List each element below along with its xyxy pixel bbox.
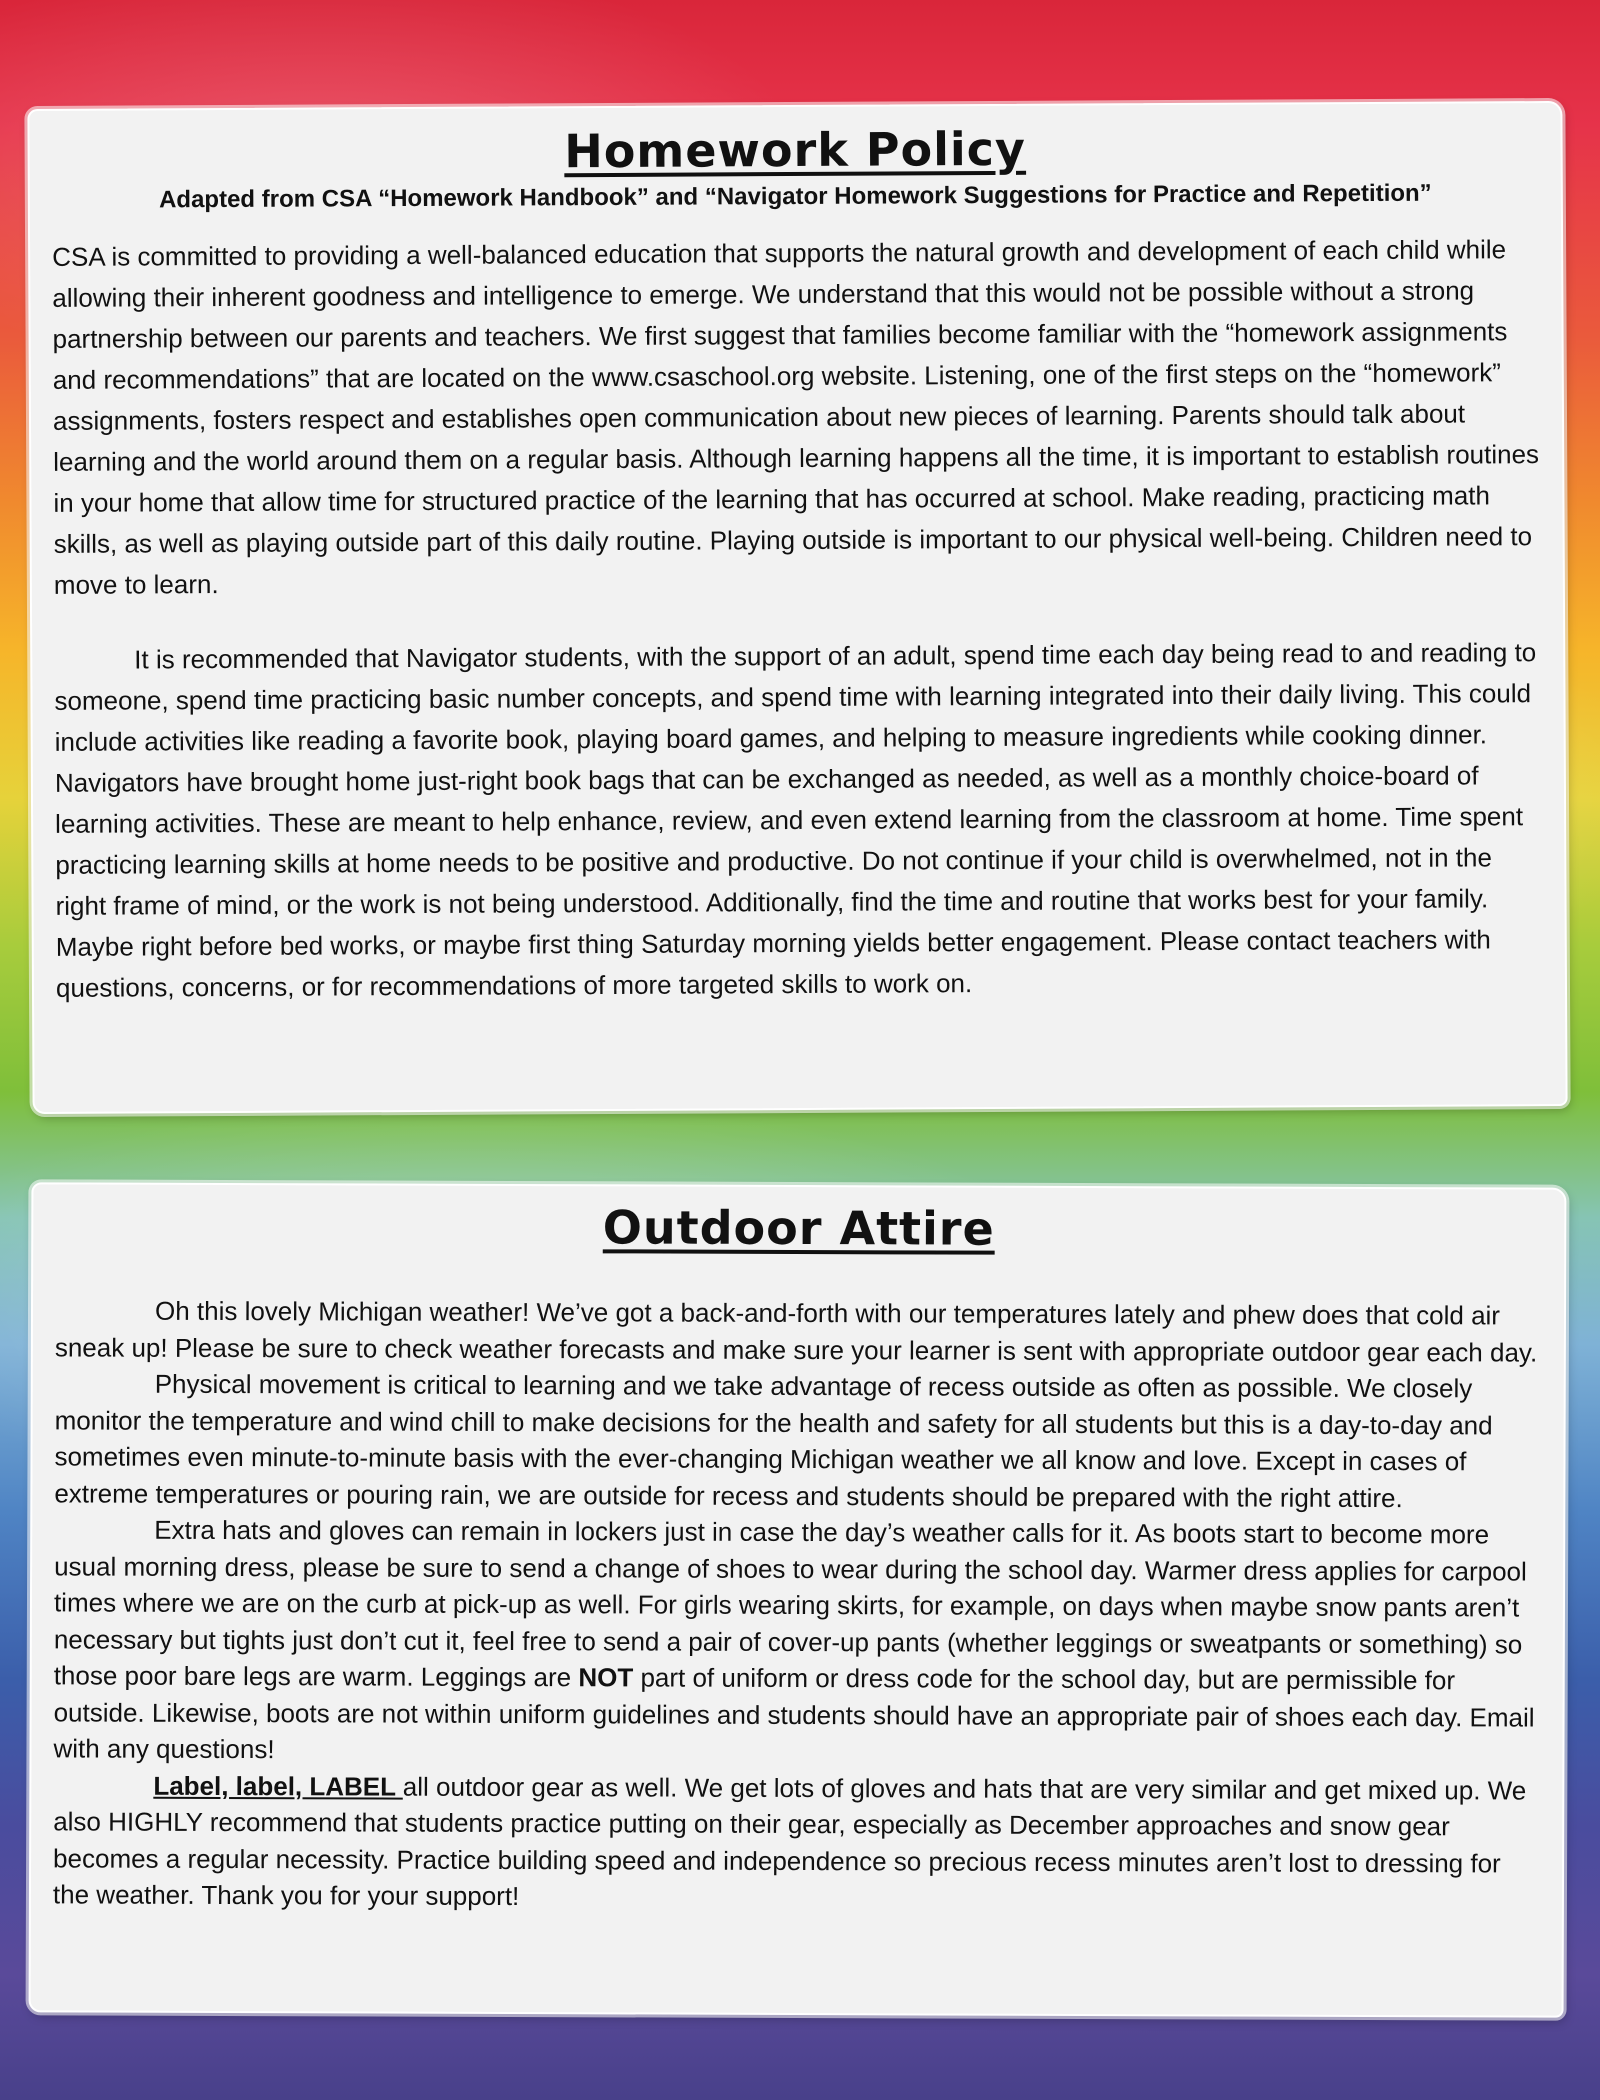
outdoor-attire-title: Outdoor Attire — [602, 1200, 995, 1256]
attire-paragraph: Physical movement is critical to learning and we take advantage of recess outside as often as possible. We closely monitor the temperature and wind chill to make decisions for the health and safety for all students but this is a day-to-day and sometimes even minute-to-minute basis with the ever-changing Michigan weather we all know and love. Except in cases of extreme temperatures or pouring rain, we are outside for recess and students should be prepared with the right attire. — [54, 1368, 1493, 1513]
attire-paragraph — [53, 1767, 1541, 1918]
attire-text: part of uniform or dress code for the school day, but are permissible for outside. Likewise, boots are not within uniform guidelines and students should have an appropriate pair of shoes each day. Email with any questions! — [53, 1662, 1535, 1765]
attire-text: Extra hats and gloves can remain in lockers just in case the day’s weather calls for it. As boots start to become more usual morning dress, please be sure to send a change of shoes to wear during the school day. Warmer dress applies for carpool times where we are on the curb at pick-up as well. For girls wearing skirts, for example, on days when maybe snow pants aren’t necessary but tights just don’t cut it, feel free to send a pair of cover-up pants (whether leggings or sweatpants or something) so those poor bare legs are warm. Leggings are — [53, 1514, 1527, 1693]
attire-text: all outdoor gear as well. We get lots of gloves and hats that are very similar and get mixed up. We also HIGHLY recommend that students practice putting on their gear, especially as December approaches and snow gear becomes a regular necessity. Practice building speed and independence so precious recess minutes aren’t lost to dressing for the weather. Thank you for your support! — [52, 1771, 1527, 1912]
homework-paragraph: It is recommended that Navigator students, with the support of an adult, spend time each day being read to and reading to someone, spend time practicing basic number concepts, and spend time with learning integrated into their daily living. This could include activities like reading a favorite book, playing board games, and helping to measure ingredients while cooking dinner. Navigators have brought home just-right book bags that can be exchanged as needed, as well as a monthly choice-board of learning activities. These are meant to help enhance, review, and even extend learning from the classroom at home. Time spent practicing learning skills at home needs to be positive and productive. Do not continue if your child is overwhelmed, not in the right frame of mind, or the work is not being understood. Additionally, find the time and routine that works best for your family. Maybe right before bed works, or maybe first thing Saturday morning yields better engagement. Please contact teachers with questions, concerns, or for recommendations of more targeted skills to work on. — [54, 637, 1537, 1003]
homework-policy-card — [27, 101, 1567, 1114]
outdoor-attire-card — [29, 1182, 1567, 2017]
label-emphasis: Label, label, LABEL — [153, 1770, 403, 1802]
homework-paragraph: CSA is committed to providing a well-balanced education that supports the natural growth and development of each child while allowing their inherent goodness and intelligence to emerge. We understand that this would not be possible without a strong partnership between our parents and teachers. We first suggest that families become familiar with the “homework assignments and recommendations” that are located on the www.csaschool.org website. Listening, one of the first steps on the “homework” assignments, fosters respect and establishes open communication about new pieces of learning. Parents should talk about learning and the world around them on a regular basis. Although learning happens all the time, it is important to establish routines in your home that allow time for structured practice of the learning that has occurred at school. Make reading, practicing math skills, as well as playing outside part of this daily routine. Playing outside is important to our physical well-being. Children need to move to learn. — [52, 234, 1540, 600]
emphasis-not: NOT — [578, 1662, 634, 1693]
attire-paragraph: Oh this lovely Michigan weather! We’ve got a back-and-forth with our temperatures lately and phew does that cold air sneak up! Please be sure to check weather forecasts and make sure your learner is sent with appropriate outdoor gear each day. — [54, 1295, 1538, 1368]
attire-paragraph — [53, 1511, 1541, 1772]
homework-policy-title: Homework Policy — [564, 121, 1027, 179]
homework-policy-subtitle: Adapted from CSA “Homework Handbook” and “Navigator Homework Suggestions for Practice and Repetition” — [158, 179, 1432, 214]
